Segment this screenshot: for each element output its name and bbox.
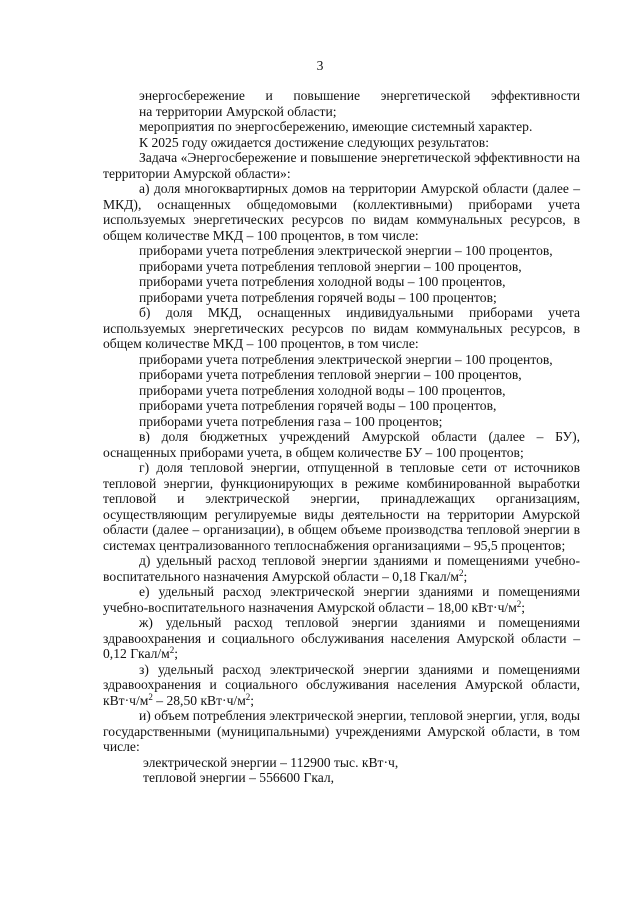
paragraph-20: е) удельный расход электрической энергии зданиями и помещениями учебно-воспитательного назначения Амурской области – 18,00 $кВт\cdot ч/м^2$;	[103, 584, 580, 615]
paragraph-12: приборами учета потребления электрической энергии – 100 процентов,	[139, 351, 553, 367]
paragraph-23: и) объем потребления электрической энергии, тепловой энергии, угля, воды государственными (муниципальными) учреждениями Амурской области, в том числе:	[103, 708, 580, 754]
paragraph-24: электрической энергии – 112900 тыс. кВт·ч,	[143, 754, 399, 770]
paragraph-15: приборами учета потребления горячей воды – 100 процентов,	[139, 398, 497, 413]
paragraph-7: приборами учета потребления электрической энергии – 100 процентов,	[139, 243, 553, 258]
paragraph-16: приборами учета потребления газа – 100 процентов;	[139, 413, 443, 429]
paragraph-17: в) доля бюджетных учреждений Амурской области (далее – БУ), оснащенных приборами учета, в общем количестве БУ – 100 процентов;	[103, 429, 580, 460]
page-number: 3	[316, 58, 324, 73]
paragraph-18: г) доля тепловой энергии, отпущенной в тепловые сети от источников тепловой энергии, функционирующих в режиме комбинированной выработки тепловой и электрической энергии, принадлежащих организациям, осуществляющим регулируемые виды деятельности на территории Амурской области (далее – организации), в общем объеме производства тепловой энергии в системах централизованного теплоснабжения организациями – 95,5 процентов;	[103, 460, 580, 553]
paragraph-9: приборами учета потребления холодной воды – 100 процентов,	[139, 274, 506, 289]
paragraph-2: на территории Амурской области;	[139, 103, 337, 119]
paragraph-14: приборами учета потребления холодной воды – 100 процентов,	[139, 382, 506, 398]
paragraph-22: з) удельный расход электрической энергии зданиями и помещениями здравоохранения и социального обслуживания населения Амурской области, $кВт\cdot ч/м^2 - 28,50$ $кВт\cdot ч/м^2$;	[103, 661, 580, 708]
paragraph-11: б) доля МКД, оснащенных индивидуальными приборами учета используемых энергетических ресурсов по видам коммунальных ресурсов, в общем количестве МКД – 100 процентов, в том числе:	[103, 305, 580, 351]
paragraph-8: приборами учета потребления тепловой энергии – 100 процентов,	[139, 258, 522, 274]
paragraph-10: приборами учета потребления горячей воды – 100 процентов;	[139, 289, 497, 305]
paragraph-6: а) доля многоквартирных домов на территории Амурской области (далее – МКД), оснащенных общедомовыми (коллективными) приборами учета используемых энергетических ресурсов по видам коммунальных ресурсов, в общем количестве МКД – 100 процентов, в том числе:	[103, 181, 580, 243]
paragraph-21: ж) удельный расход тепловой энергии зданиями и помещениями здравоохранения и социального обслуживания населения Амурской области – 0,12 Гкал/$м^2$;	[103, 615, 580, 661]
paragraph-19: д) удельный расход тепловой энергии зданиями и помещениями учебно-воспитательного назначения Амурской области – 0,18 Гкал/$м^2$;	[103, 553, 580, 584]
paragraph-13: приборами учета потребления тепловой энергии – 100 процентов,	[139, 367, 522, 382]
paragraph-3: мероприятия по энергосбережению, имеющие системный характер.	[139, 119, 533, 134]
paragraph-25: тепловой энергии – 556600 Гкал,	[143, 770, 335, 785]
paragraph-5: Задача «Энергосбережение и повышение энергетической эффективности на территории Амурской области»:	[103, 150, 580, 181]
document-body	[103, 88, 580, 786]
paragraph-4: К 2025 году ожидается достижение следующих результатов:	[139, 134, 489, 150]
paragraph-1: энергосбережение и повышение энергетической эффективности	[139, 88, 580, 103]
